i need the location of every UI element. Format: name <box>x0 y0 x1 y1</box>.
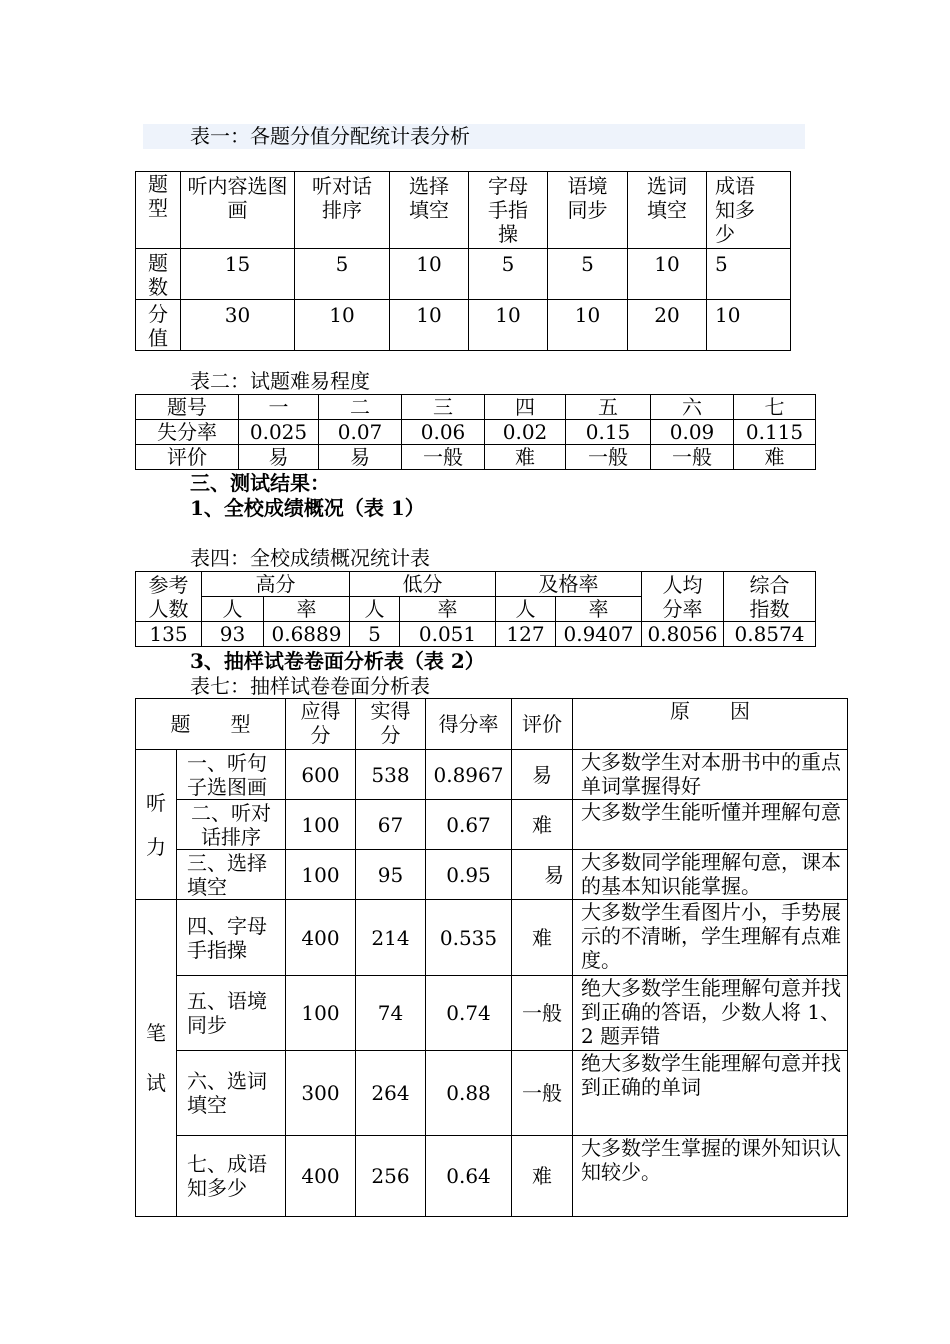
table1-cell: 10 <box>469 300 548 351</box>
table1-cell: 10 <box>390 249 469 300</box>
table2-cell: 一般 <box>651 445 734 470</box>
table7-eval: 难 <box>512 900 573 976</box>
table7 <box>135 698 848 1217</box>
table7-actual: 538 <box>356 750 426 800</box>
table1-row-label: 分值 <box>136 300 181 351</box>
table1-cell: 20 <box>628 300 707 351</box>
table4-cell: 135 <box>136 622 202 647</box>
table7-eval: 一般 <box>512 976 573 1051</box>
table4-cell: 0.8574 <box>724 622 816 647</box>
table1-cell: 5 <box>548 249 628 300</box>
table2-cell: 0.15 <box>566 420 651 445</box>
table2-cell: 0.09 <box>651 420 734 445</box>
table7-reason: 大多数学生对本册书中的重点单词掌握得好 <box>573 750 848 800</box>
table1-cell: 10 <box>548 300 628 351</box>
table1-cell: 10 <box>295 300 390 351</box>
table2-cell: 0.06 <box>402 420 485 445</box>
table4-cell: 0.6889 <box>264 622 350 647</box>
table4-header-index: 综合指数 <box>724 572 816 622</box>
table1-caption: 表一：各题分值分配统计表分析 <box>143 124 805 149</box>
table1-header: 字母手指操 <box>469 172 548 249</box>
table1-row-label: 题数 <box>136 249 181 300</box>
table7-item: 四、字母手指操 <box>177 900 286 976</box>
table4-cell: 5 <box>350 622 400 647</box>
table7-eval: 难 <box>512 800 573 850</box>
table7-item: 二、听对话排序 <box>177 800 286 850</box>
table2-header: 五 <box>566 395 651 420</box>
table4-header-low: 低分 <box>350 572 496 597</box>
table7-rate: 0.74 <box>426 976 512 1051</box>
section-heading: 三、测试结果： <box>190 471 330 495</box>
table7-item: 三、选择填空 <box>177 850 286 900</box>
table2-header-label: 题号 <box>136 395 239 420</box>
table7-rate: 0.64 <box>426 1136 512 1217</box>
table2-cell: 0.02 <box>485 420 566 445</box>
table1 <box>135 171 791 351</box>
table7-actual: 67 <box>356 800 426 850</box>
table4-subheader: 人 <box>350 597 400 622</box>
table7-actual: 214 <box>356 900 426 976</box>
table2-cell: 一般 <box>402 445 485 470</box>
table4-subheader: 率 <box>264 597 350 622</box>
table7-header-type: 题 型 <box>136 699 286 750</box>
table7-due: 600 <box>286 750 356 800</box>
table7-item: 七、成语知多少 <box>177 1136 286 1217</box>
table7-eval: 易 <box>512 850 573 900</box>
table7-group-listening: 听力 <box>136 750 177 900</box>
table4-subheader: 率 <box>400 597 496 622</box>
table2-cell: 一般 <box>566 445 651 470</box>
table7-eval: 一般 <box>512 1051 573 1136</box>
table7-item: 一、听句子选图画 <box>177 750 286 800</box>
table2-header: 二 <box>319 395 402 420</box>
table2-cell: 易 <box>319 445 402 470</box>
table4-header-high: 高分 <box>202 572 350 597</box>
table2-header: 四 <box>485 395 566 420</box>
table7-rate: 0.67 <box>426 800 512 850</box>
table7-due: 100 <box>286 850 356 900</box>
table1-cell: 10 <box>628 249 707 300</box>
table7-item: 五、语境同步 <box>177 976 286 1051</box>
table7-due: 100 <box>286 976 356 1051</box>
table2-row-label: 失分率 <box>136 420 239 445</box>
table7-actual: 256 <box>356 1136 426 1217</box>
table2-caption: 表二：试题难易程度 <box>190 369 370 393</box>
table4-header-participants: 参考人数 <box>136 572 202 622</box>
table7-due: 300 <box>286 1051 356 1136</box>
table1-cell: 30 <box>181 300 295 351</box>
table7-header-reason: 原 因 <box>573 699 848 750</box>
table7-rate: 0.95 <box>426 850 512 900</box>
table2-row-label: 评价 <box>136 445 239 470</box>
table4-cell: 0.9407 <box>556 622 642 647</box>
table4-cell: 0.8056 <box>642 622 724 647</box>
table1-header: 语境同步 <box>548 172 628 249</box>
table2-header: 一 <box>239 395 319 420</box>
section-heading: 3、抽样试卷卷面分析表（表 2） <box>190 649 485 673</box>
table1-cell: 5 <box>707 249 791 300</box>
table1-header-label: 题型 <box>136 172 181 249</box>
table7-rate: 0.535 <box>426 900 512 976</box>
table7-actual: 74 <box>356 976 426 1051</box>
table1-header: 听对话排序 <box>295 172 390 249</box>
table7-due: 400 <box>286 1136 356 1217</box>
table1-cell: 5 <box>469 249 548 300</box>
table1-cell: 15 <box>181 249 295 300</box>
table4-subheader: 人 <box>202 597 264 622</box>
table7-actual: 264 <box>356 1051 426 1136</box>
table2-cell: 0.115 <box>734 420 816 445</box>
table7-rate: 0.88 <box>426 1051 512 1136</box>
table7-eval: 难 <box>512 1136 573 1217</box>
table1-header: 听内容选图画 <box>181 172 295 249</box>
table1-cell: 10 <box>707 300 791 351</box>
table2 <box>135 394 816 470</box>
table4-cell: 127 <box>496 622 556 647</box>
table4-cell: 0.051 <box>400 622 496 647</box>
table7-header-actual: 实得分 <box>356 699 426 750</box>
section-heading: 1、全校成绩概况（表 1） <box>190 496 425 520</box>
table4-caption: 表四：全校成绩概况统计表 <box>190 546 430 570</box>
table7-header-due: 应得分 <box>286 699 356 750</box>
table7-reason: 大多数学生掌握的课外知识认知较少。 <box>573 1136 848 1217</box>
table7-rate: 0.8967 <box>426 750 512 800</box>
table7-due: 100 <box>286 800 356 850</box>
table1-header: 选词填空 <box>628 172 707 249</box>
table1-header: 选择填空 <box>390 172 469 249</box>
table2-cell: 易 <box>239 445 319 470</box>
table2-header: 六 <box>651 395 734 420</box>
table7-item: 六、选词填空 <box>177 1051 286 1136</box>
table7-due: 400 <box>286 900 356 976</box>
table2-header: 七 <box>734 395 816 420</box>
table7-reason: 绝大多数学生能理解句意并找到正确的答语，少数人将 1、2 题弄错 <box>573 976 848 1051</box>
table4-header-pass: 及格率 <box>496 572 642 597</box>
table4-header-avg: 人均分率 <box>642 572 724 622</box>
table7-group-written: 笔试 <box>136 900 177 1217</box>
table7-reason: 大多数学生看图片小，手势展示的不清晰，学生理解有点难度。 <box>573 900 848 976</box>
table2-cell: 难 <box>734 445 816 470</box>
table7-reason: 大多数学生能听懂并理解句意 <box>573 800 848 850</box>
table4-subheader: 人 <box>496 597 556 622</box>
table7-reason: 大多数同学能理解句意，课本的基本知识能掌握。 <box>573 850 848 900</box>
table4-cell: 93 <box>202 622 264 647</box>
table7-eval: 易 <box>512 750 573 800</box>
table1-cell: 10 <box>390 300 469 351</box>
table7-header-rate: 得分率 <box>426 699 512 750</box>
table7-header-eval: 评价 <box>512 699 573 750</box>
table2-cell: 0.025 <box>239 420 319 445</box>
table7-caption: 表七：抽样试卷卷面分析表 <box>190 674 430 698</box>
table2-cell: 0.07 <box>319 420 402 445</box>
table2-header: 三 <box>402 395 485 420</box>
table1-cell: 5 <box>295 249 390 300</box>
table4-subheader: 率 <box>556 597 642 622</box>
table1-header: 成语知多少 <box>707 172 791 249</box>
table2-cell: 难 <box>485 445 566 470</box>
table7-reason: 绝大多数学生能理解句意并找到正确的单词 <box>573 1051 848 1136</box>
table7-actual: 95 <box>356 850 426 900</box>
table4 <box>135 571 816 647</box>
